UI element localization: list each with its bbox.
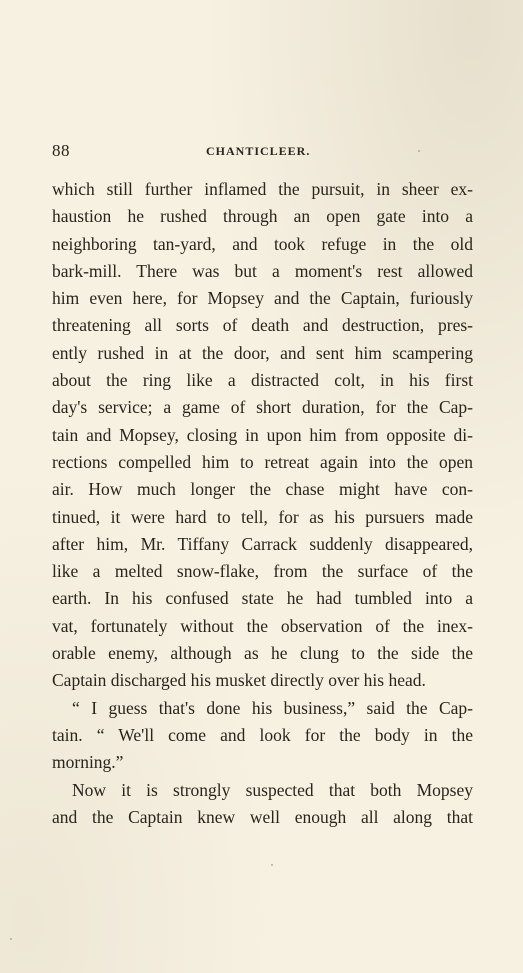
- text-line: threatening all sorts of death and destruction, pres-: [52, 315, 473, 336]
- text-line: “ I guess that's done his business,” said the Cap-: [72, 697, 473, 718]
- text-line: morning.”: [52, 752, 124, 773]
- text-line: him even here, for Mopsey and the Captain, furiously: [52, 288, 473, 309]
- text-line: bark-mill. There was but a moment's rest allowed: [52, 260, 473, 281]
- running-title: CHANTICLEER.: [206, 144, 311, 158]
- text-line: earth. In his confused state he had tumbled into a: [52, 588, 473, 609]
- paper-speck: [10, 938, 12, 940]
- text-line: neighboring tan-yard, and took refuge in the old: [52, 233, 473, 254]
- text-line: which still further inflamed the pursuit, in sheer ex-: [52, 179, 473, 199]
- text-line: tain and Mopsey, closing in upon him from opposite di-: [52, 424, 473, 445]
- text-line: Captain discharged his musket directly over his head.: [52, 670, 426, 691]
- text-line: after him, Mr. Tiffany Carrack suddenly disappeared,: [52, 533, 473, 554]
- text-line: ently rushed in at the door, and sent him scampering: [52, 342, 473, 363]
- text-line: tinued, it were hard to tell, for as his pursuers made: [52, 506, 473, 527]
- text-line: vat, fortunately without the observation of the inex-: [52, 615, 473, 636]
- paper-speck: [418, 150, 420, 152]
- paper-speck: [271, 864, 273, 866]
- text-line: and the Captain knew well enough all along that: [52, 806, 473, 827]
- text-line: about the ring like a distracted colt, in his first: [52, 370, 473, 391]
- text-line: like a melted snow-flake, from the surface of the: [52, 561, 473, 582]
- page-header: [52, 141, 473, 163]
- text-line: orable enemy, although as he clung to the side the: [52, 643, 473, 664]
- text-line: day's service; a game of short duration, for the Cap-: [52, 397, 473, 418]
- text-line: haustion he rushed through an open gate into a: [52, 206, 473, 227]
- body-text: [52, 176, 473, 831]
- page-number: 88: [52, 141, 70, 160]
- text-line: Now it is strongly suspected that both Mopsey: [72, 779, 473, 800]
- text-line: rections compelled him to retreat again into the open: [52, 451, 473, 472]
- text-line: air. How much longer the chase might have con-: [52, 479, 473, 500]
- text-line: tain. “ We'll come and look for the body in the: [52, 724, 473, 745]
